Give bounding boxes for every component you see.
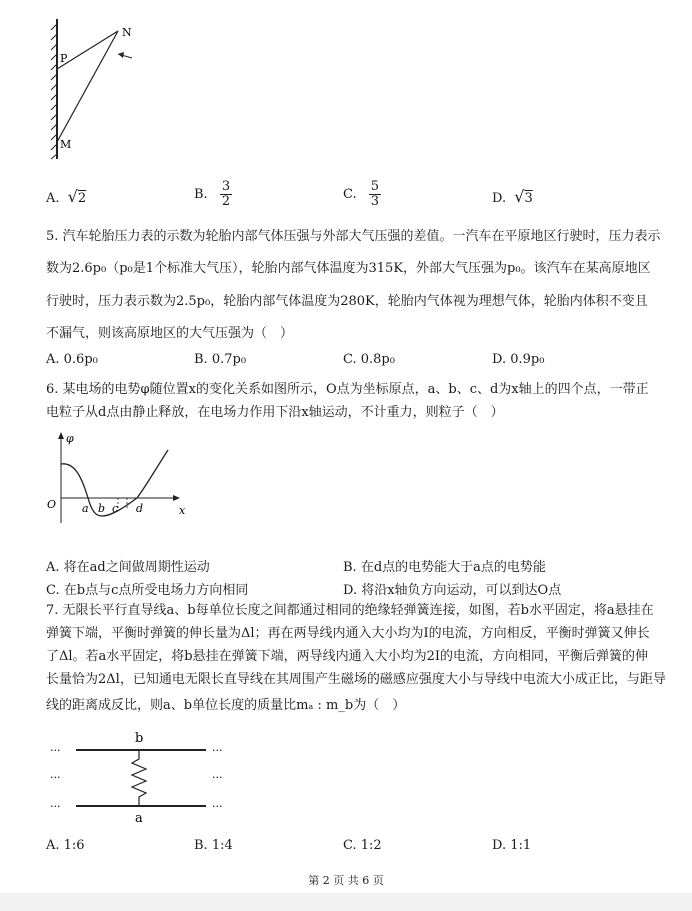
q6-line-1: 6. 某电场的电势φ随位置x的变化关系如图所示，O点为坐标原点，a、b、c、d为x轴上的四个点，一带正 <box>46 382 649 397</box>
q6-option-b: B. 在d点的电势能大于a点的电势能 <box>343 560 546 575</box>
q6-option-d: D. 将沿x轴负方向运动，可以到达O点 <box>343 583 562 598</box>
origin-label: O <box>47 498 57 511</box>
dots-mid-right: ··· <box>212 771 223 784</box>
q6-option-c: C. 在b点与c点所受电场力方向相同 <box>46 583 249 598</box>
q5-line-4: 不漏气，则该高原地区的大气压强为（ ） <box>46 326 294 341</box>
q5-option-b: B. 0.7p₀ <box>194 352 247 367</box>
q4-option-d: D. √3 <box>492 187 533 206</box>
potential-graph <box>40 428 190 528</box>
q4-option-a: A. √2 <box>46 187 87 206</box>
x-axis-label: x <box>179 504 186 517</box>
dots-mid-left: ··· <box>50 771 61 784</box>
bottom-bar <box>0 893 692 911</box>
point-d-label: d <box>136 502 144 515</box>
wire-a-label: a <box>135 811 143 825</box>
q7-line-3: 了Δl。若a水平固定，将b悬挂在弹簧下端，两导线内通入大小均为2I的电流，方向相同，平衡后弹簧的伸 <box>46 649 649 664</box>
q5-option-c: C. 0.8p₀ <box>343 352 395 367</box>
q6-line-2: 电粒子从d点由静止释放，在电场力作用下沿x轴运动，不计重力，则粒子（ ） <box>46 405 504 420</box>
q5-line-3: 行驶时，压力表示数为2.5p₀，轮胎内部气体温度为280K，轮胎内气体视为理想气体，轮胎内体积不变且 <box>46 294 648 309</box>
q5-line-1: 5. 汽车轮胎压力表的示数为轮胎内部气体压强与外部大气压强的差值。一汽车在平原地区行驶时，压力表示 <box>46 229 661 244</box>
q7-line-2: 弹簧下端，平衡时弹簧的伸长量为Δl；再在两导线内通入大小均为I的电流，方向相反，平衡时弹簧又伸长 <box>46 626 650 641</box>
dots-bottom-right: ··· <box>212 800 223 813</box>
q7-line-5: 线的距离成反比，则a、b单位长度的质量比mₐ : m_b为（ ） <box>46 698 406 713</box>
point-c-label: c <box>112 502 119 515</box>
dots-top-right: ··· <box>212 744 223 757</box>
y-axis-label: φ <box>66 432 74 445</box>
wires-spring-figure <box>46 725 246 825</box>
dots-bottom-left: ··· <box>50 800 61 813</box>
label-p: P <box>60 52 68 65</box>
q7-option-d: D. 1:1 <box>492 838 532 853</box>
q7-line-4: 长量恰为2Δl，已知通电无限长直导线在其周围产生磁场的磁感应强度大小与导线中电流大小成正比，与距导 <box>46 672 666 687</box>
q5-option-a: A. 0.6p₀ <box>46 352 98 367</box>
q5-option-d: D. 0.9p₀ <box>492 352 545 367</box>
mirror-figure <box>40 14 150 164</box>
dots-top-left: ··· <box>50 744 61 757</box>
page-footer: 第 2 页 共 6 页 <box>308 874 384 887</box>
q6-option-a: A. 将在ad之间做周期性运动 <box>46 560 210 575</box>
point-a-label: a <box>82 502 89 515</box>
q7-line-1: 7. 无限长平行直导线a、b每单位长度之间都通过相同的绝缘轻弹簧连接，如图，若b水平固定，将a悬挂在 <box>46 603 654 618</box>
q7-option-a: A. 1:6 <box>46 838 85 853</box>
wire-b-label: b <box>135 731 144 746</box>
label-m: M <box>60 138 72 151</box>
point-b-label: b <box>98 502 106 515</box>
q7-option-c: C. 1:2 <box>343 838 382 853</box>
q4-option-c: C. $\frac{5}{3}$ <box>343 179 380 209</box>
q4-option-b: B. $\frac{3}{2}$ <box>194 179 231 209</box>
q5-line-2: 数为2.6p₀（p₀是1个标准大气压），轮胎内部气体温度为315K，外部大气压强为p₀。该汽车在某高原地区 <box>46 261 651 276</box>
q7-option-b: B. 1:4 <box>194 838 233 853</box>
label-n: N <box>122 26 132 39</box>
